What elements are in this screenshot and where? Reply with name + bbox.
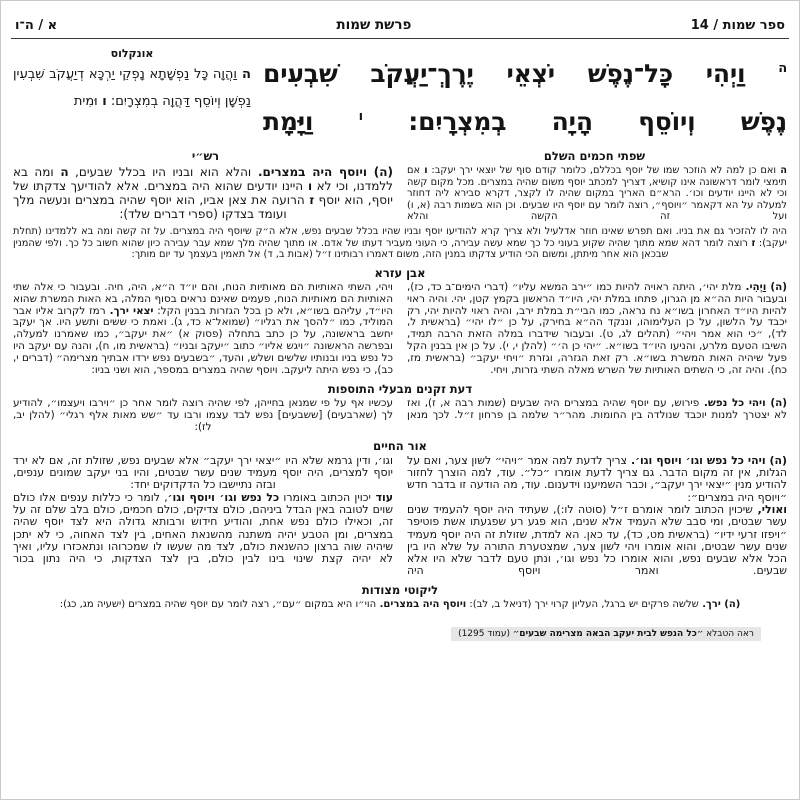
rashi-text: (ה) ויוסף היה במצרים. והלא הוא ובניו היו בכלל שבעים, ה ומה בא ללמדנו, וכי לא ו היינו יודעים שהוא היה במצרים. אלא להודיעך צדקתו של יוסף, הוא יוסף ז הרועה את צאן אביו, הוא יוסף שהיה במצרים ונעשה מלך ועומד בצדקו (ספרי דברים שלד):: [13, 165, 394, 221]
ibn-ezra-right-column: (ה) וַיְהִי. מלת יהי׳, היתה ראויה להיות כמו ״ירב המשא עליו״ (דברי הימים־ב כד, כז), ובעבור היות הה״א מן הגרון, פתחו במלת יהי, היו״ד הראשון בקמץ קטן, יהי. והיה ראוי להיות היו״ד האחרון בשו״א נח נראה, כמו הבי״ת במלת ירב, והיה ראוי להיות יהי, רק יכבד על הלשון, על כן העלימוהו, וננקד הה״א בחירק, על כן ״לו יהי״ (בראשית ל, לד), ״כי הוא אמר ויהי״ (תהלים לג, ט). ובעבור שידברו במלה הזאת הרבה תמיד, השיבו הטעם מלרע, והניעו היו״ד בשו״א. ״יהי כן ה׳״ (להלן י, י). על כן אין בבנין הקל פעל שיהיה האות המשרת בשו״א. רק זאת הגזרה, וגזרת ״ויחי יעקב״ (בראשית מז, כח). והיה זה, כי השתים האותיות של השרש מאלה השתי גזרות, ויחי.: [407, 280, 787, 377]
ibn-ezra-title: אבן עזרא: [374, 265, 426, 280]
verse-5-text-end: נֶפֶשׁ וְיוֹסֵף הָיָה בְמִצְרָיִם:: [408, 107, 787, 136]
verse-line-1: [263, 47, 787, 95]
footnote-row: [11, 621, 761, 641]
or-hachaim-left-column: וגו׳, ודין גרמא שלא היו ״יצאי ירך יעקב״ אלא שבעים נפש, שזולת זה, אם לא ירד יוסף למצרים, היה יוסף מעמיד שנים עשר שבטים, והיו בני יעקב שמונים ענפים, ובזה נתיישבו כל הדקדוקים יחד: עוד יכוין הכתוב באומרו כל נפש וגו׳ ויוסף וגו׳, לומר כי כללות ענפים אלו כולם שוים לטובה באין הבדל ביניהם, כולם צדיקים, כולם חכמים, כולם בלב שלם זה על זה, וכאילו כולם נפש אחת, והודיע חידוש ורבותא גדולה היא לצד יוסף שהיה במצרים, ומן הטבע יהיה משתנה מהשנאת האחים, בין לצד האחוה, כי לא יתכן שיהיה שוה ברצון כהשנאת כולם, לצד מה שעשו לו שמכרוהו ונתאכזרו עליו, ואיך לא יהיה קצת שינוי בינו לבין כולם, בין לצד הצדקות, כי היה נתון בכור: [13, 453, 393, 566]
rashi-title: רש״י: [191, 149, 220, 163]
shiftei-chachamim-title: שפתי חכמים השלם: [543, 149, 646, 163]
verse-number-6: ו: [358, 109, 363, 124]
ibn-ezra-left-column: ויהי, השתי האותיות הם מאותיות הנוח, והם יו״ד ה״א, היה, חיה. ובעבור כי אלה שתי האותיות הם מאותיות הנוח, פעמים שאינם נראים בסוף המלה, בא האות המשרת שהוא היו״ד, עליהם בשו״א, ולא כן בכל הגזרות בבנין הקל: יצאי ירך. רמז לקרוב אליו אבר המוליד, כמו ״להסך את רגליו״ (שמואל־א כד, ג). ואמת כי ששים ותשע היו. אך יעקב יחשב בראשונה, על כן כתב בתחלה (פסוק א) ״את יעקב״, כמו שאמרנו למעלה, ובפרשה הראשונה ״ויגש אליו״ כתוב ״יעקב ובניו״ (בראשית מו, ח), והנה עם יעקב היו כל נפש בניו ובנותיו שלשים ושלש, והעד, ״בשבעים נפש ירדו אבתיך מצרימה״ (דברים י, כב), כי נפש היתה ליעקב. ויוסף שהיה במצרים במספר, הוא ושני בניו:: [13, 280, 394, 377]
verse-5-text: וַיְהִי כָּל־נֶפֶשׁ יֹצְאֵי יֶרֶךְ־יַעֲקֹב שִׁבְעִים: [263, 59, 746, 88]
likutei-metzudot-title: ליקוטי מצודות: [361, 582, 439, 597]
verse-onkelos-row: [13, 47, 787, 143]
daat-zekenim-left-column: עכשיו אף על פי שמנאן בחייהן, לפי שהיה רוצה לומר אחר כן ״וירבו ויעצמו״, להודיע לך (שארבעים) [ששבעים] נפש לבד עצמו ורבו עד ״שש מאות אלף רגלי״ (להלן יב, לז):: [13, 397, 393, 433]
onkelos-title: אונקלוס: [110, 47, 154, 60]
onkelos-section: [13, 47, 251, 143]
verse-line-2: [263, 95, 787, 143]
daat-zekenim-right-column: (ה) ויהי כל נפש. פירוש, עם יוסף שהיה במצרים היה שבעים (שמות רבה א, ז), ואז לא יצטרך למנות יוכבד שנולדה בין החומות. מהר״ר שלמה בן פרחון ז״ל. לכך מנאן: [407, 397, 787, 421]
parsha-title: פרשת שמות: [336, 17, 412, 33]
or-hachaim-columns: [13, 455, 787, 578]
onkelos-text: ה וַהֲוָה כָּל נַפְשָׁתָא נָפְקֵי יַרְכָּא דְיַעֲקֹב שִׁבְעִין נַפְשָׁן וְיוֹסֵף דַּהֲוָה בְמִצְרָיִם: ו וּמִית: [13, 67, 251, 109]
daat-zekenim-columns: [13, 398, 787, 434]
verse-6-text: וַיָּמָת: [263, 107, 314, 136]
ibn-ezra-columns: [13, 282, 787, 377]
daat-zekenim-title: דעת זקנים מבעלי התוספות: [327, 382, 473, 396]
footnote-box: ראה הטבלא ״כל הנפש לבית יעקב הבאה מצרימה שבעים״ (עמוד 1295): [451, 627, 761, 641]
shiftei-rashi-columns: [13, 165, 787, 223]
shiftei-chachamim-column: ה ואם כן למה לא הוזכר שמו של יוסף בכללם, כלומר קודם סוף של יוצאי ירך יעקב: ו אם תימצי לומר דראשונה אינו קושיא, דצריך למכתב יוסף משום שהיה במצרים. מכל מקום קשה וכי לא היינו יודעים וכו׳. הרא״ם האריך במקום שהיה לו לקצר, דקרא סבירא ליה דחוזר למעלה על הא דקאמר ״ויוסף״, רוצה לומר עם יוסף היו שבעים. וכן הוא בשמות רבה (א, ו) ועל זה הקשה והלא: [407, 165, 787, 223]
book-page-number: ספר שמות / 14: [690, 18, 785, 33]
or-hachaim-right-column: (ה) ויהי כל נפש וגו׳ ויוסף וגו׳. צריך לדעת למה אמר ״ויהי״ לשון צער, ואם על הגלות, אין זה מקום הדבר. גם צריך לדעת אומרו ״כל״. עוד, למה הוצרך לחזור להודיע מנין ״יצאי ירך יעקב״, וכבר השמיענו וידענום. עוד, מה הודעה זו בדבר חדש ״ויוסף היה במצרים״: ואולי, שיכוין הכתוב לומר אומרם ז״ל (סוטה לו:), שעתיד היה יוסף להעמיד שנים עשר שבטים, ומי סבב שלא העמיד אלא שנים, הוא פגע רע שפגעתו אשת פוטיפר ״ויפזו זרעי ידיו״ (בראשית מט, כד), עד כאן. הא למדת, שזולת זה היה יוסף מעמיד שנים עשר שבטים, והוא אומרו ויהי לשון צער, שמצטערת התורה על שלא היו בין הכל אלא שבעים נפש, והוא אומרו כל נפש וגו׳, ונתן טעם לדבר שלא היו אלא שבעים. ואמר ויוסף היה: [407, 453, 787, 578]
verse-number-5: ה: [778, 61, 787, 76]
commentary-headers-row: [11, 149, 789, 163]
chapter-verse-ref: א / ה־ו: [15, 18, 58, 33]
torah-verse-text: [263, 47, 787, 143]
page-header: [11, 13, 789, 39]
likutei-metzudot-text: (ה) ירך. שלשה פרקים יש ברגל, העליון קרוי ירך (דניאל ב, לב): ויוסף היה במצרים. הוי״ו היא במקום ״עם״, רצה לומר עם יוסף שהיה במצרים (ישעיה מג, כג):: [59, 598, 741, 610]
or-hachaim-title: אור החיים: [373, 438, 427, 453]
shiftei-chachamim-full-width: היה לו להזכיר גם את בניו. ואם תפרש שאינו חוזר אדלעיל ולא צריך קרא להודיעו יוסף ובניו שהיו בכלל שבעים נפש, אלא ה״ק שיוסף היה במצרים. על זה קשה ומה בא ללמדינו (תחלת יעקב): ז רוצה לומר דהא שמא מתוך שהיה שקוע בעוני כל כך שמא עשה עבירה, כי העוני מעביר דעתו של אדם. או מתוך שהיה מלך שמא עבר עבירה כיון שהוא חשוב כל כך. ולפי שהמנין שבכאן הוא אחר מיתתן, ומשום הכי הודיע צדקתו במנין הזה, משום דאמרו רבותינו ז״ל (אבות ב, ד) אל תאמין בעצמך עד יום מותך:: [13, 225, 787, 261]
